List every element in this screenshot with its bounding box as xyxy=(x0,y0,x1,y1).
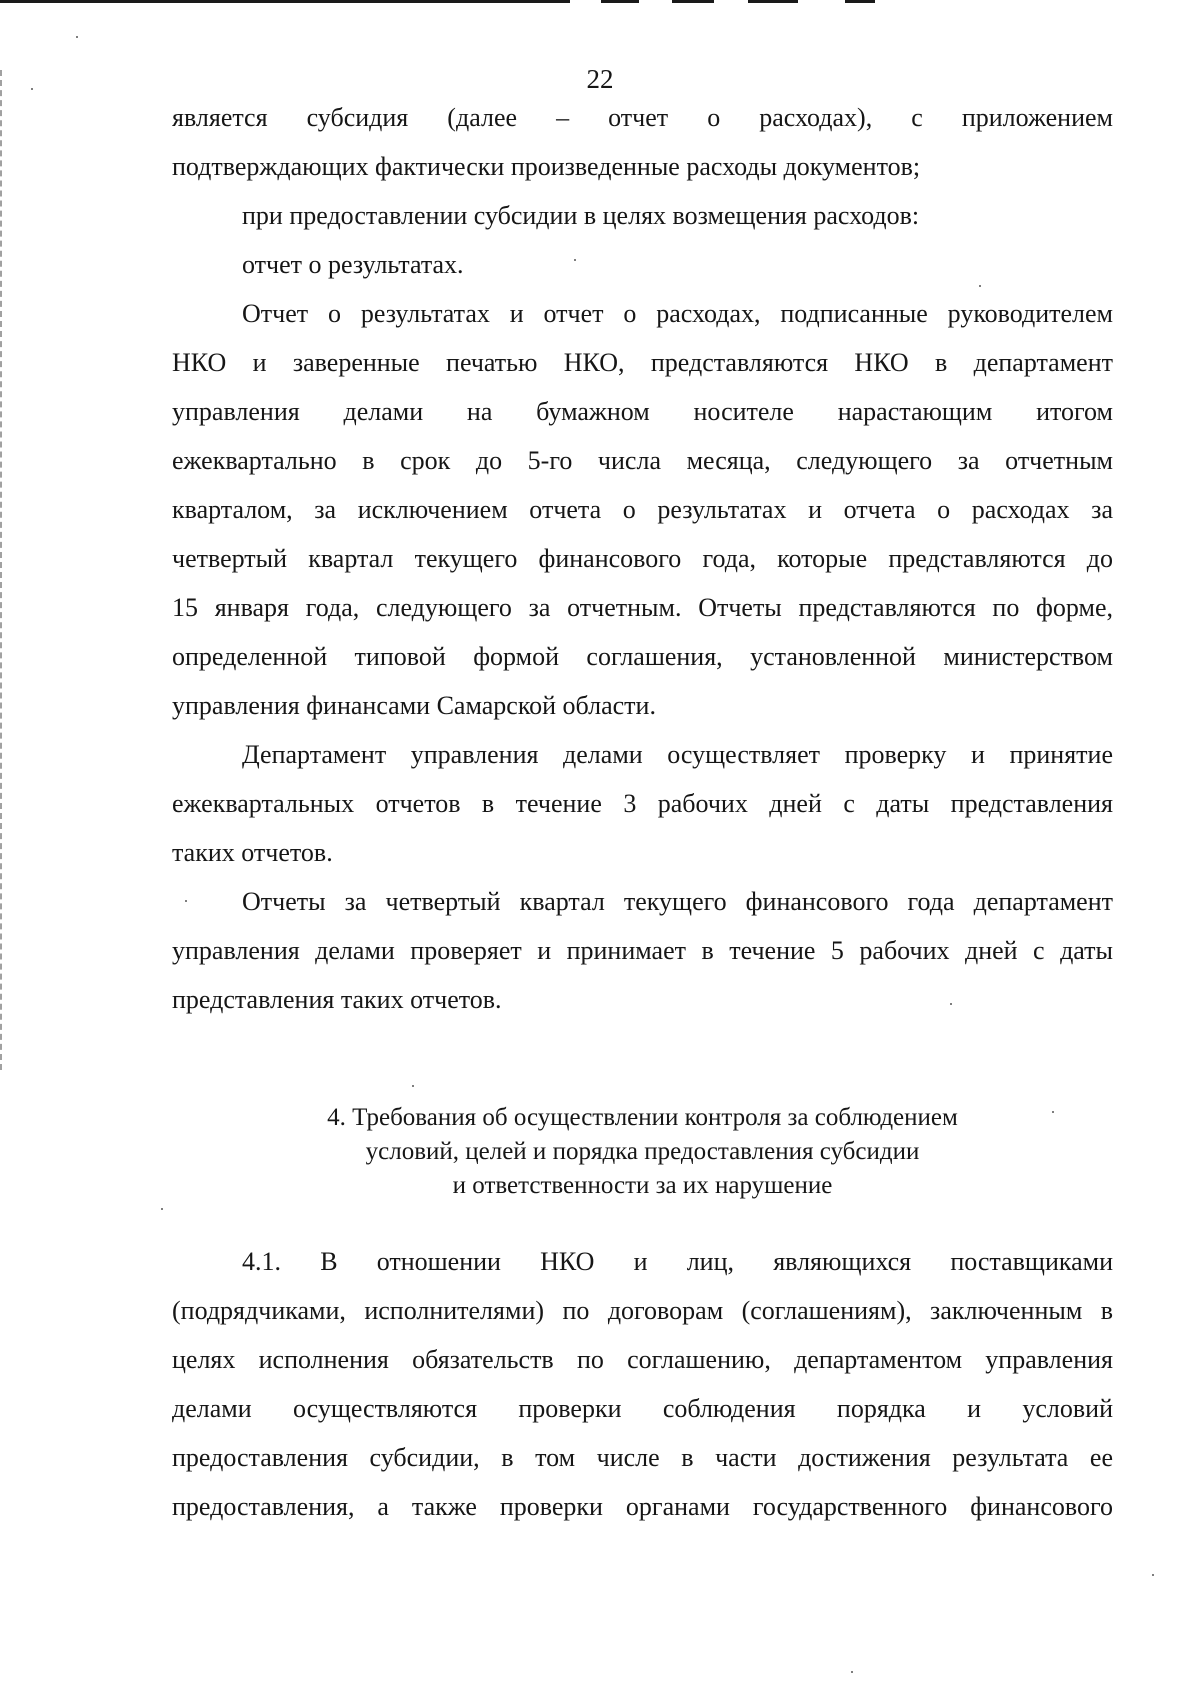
paragraph-reports-submission-line: Отчет о результатах и отчет о расходах, подписанные руководителем xyxy=(242,299,1113,328)
body-text-top xyxy=(172,93,1113,1024)
scan-edge-line xyxy=(748,0,798,3)
paragraph-continuation-line-2: подтверждающих фактически произведенные расходы документов; xyxy=(172,152,921,181)
paragraph-reports-submission-line: 15 января года, следующего за отчетным. Отчеты представляются по форме, xyxy=(172,593,1113,622)
paragraph-results-report: отчет о результатах. xyxy=(242,250,464,279)
section-heading xyxy=(172,1101,1113,1203)
paragraph-reports-submission-line: определенной типовой формой соглашения, установленной министерством xyxy=(172,642,1113,671)
paragraph-fourth-quarter-line: Отчеты за четвертый квартал текущего финансового года департамент xyxy=(242,887,1113,916)
paragraph-control-line: 4.1. В отношении НКО и лиц, являющихся поставщиками xyxy=(242,1247,1113,1276)
paragraph-reports-submission-line: четвертый квартал текущего финансового года, которые представляются до xyxy=(172,544,1113,573)
section-heading-line: условий, целей и порядка предоставления субсидии xyxy=(365,1138,920,1165)
paragraph-fourth-quarter-line: управления делами проверяет и принимает в течение 5 рабочих дней с даты xyxy=(172,936,1113,965)
paragraph-quarterly-check-line: ежеквартальных отчетов в течение 3 рабочих дней с даты представления xyxy=(172,789,1113,818)
paragraph-control-line: предоставления субсидии, в том числе в части достижения результата ее xyxy=(172,1443,1113,1472)
scan-edge-line xyxy=(845,0,875,3)
paragraph-fourth-quarter-line: представления таких отчетов. xyxy=(172,985,502,1014)
paragraph-control-line: целях исполнения обязательств по соглашению, департаментом управления xyxy=(172,1345,1113,1374)
paragraph-control-line: (подрядчиками, исполнителями) по договорам (соглашениям), заключенным в xyxy=(172,1296,1113,1325)
scan-edge-line xyxy=(601,0,639,3)
paragraph-control-line: делами осуществляются проверки соблюдения порядка и условий xyxy=(172,1394,1113,1423)
scan-speck xyxy=(412,1085,414,1087)
body-text-bottom xyxy=(172,1237,1113,1531)
scan-speck xyxy=(1152,1574,1154,1576)
scan-edge-line xyxy=(672,0,714,3)
paragraph-reimbursement: при предоставлении субсидии в целях возмещения расходов: xyxy=(242,201,920,230)
paragraph-control-line: предоставления, а также проверки органами государственного финансового xyxy=(172,1492,1113,1521)
paragraph-reports-submission-line: управления делами на бумажном носителе нарастающим итогом xyxy=(172,397,1113,426)
section-heading-line: и ответственности за их нарушение xyxy=(452,1172,833,1199)
paragraph-reports-submission-line: НКО и заверенные печатью НКО, представляются НКО в департамент xyxy=(172,348,1113,377)
paragraph-quarterly-check-line: Департамент управления делами осуществляет проверку и принятие xyxy=(242,740,1113,769)
page-number: 22 xyxy=(586,64,614,94)
scan-speck xyxy=(76,36,78,38)
scan-edge-line xyxy=(0,0,570,3)
paragraph-reports-submission-line: кварталом, за исключением отчета о результатах и отчета о расходах за xyxy=(172,495,1113,524)
paragraph-continuation-line-1: является субсидия (далее – отчет о расходах), с приложением xyxy=(172,103,1113,132)
scan-binding-edge xyxy=(0,70,4,1070)
paragraph-reports-submission-line: управления финансами Самарской области. xyxy=(172,691,656,720)
scan-speck xyxy=(851,1671,853,1673)
paragraph-reports-submission-line: ежеквартально в срок до 5-го числа месяца, следующего за отчетным xyxy=(172,446,1113,475)
section-heading-line: 4. Требования об осуществлении контроля за соблюдением xyxy=(327,1104,958,1131)
paragraph-quarterly-check-line: таких отчетов. xyxy=(172,838,333,867)
scan-speck xyxy=(161,1208,163,1210)
